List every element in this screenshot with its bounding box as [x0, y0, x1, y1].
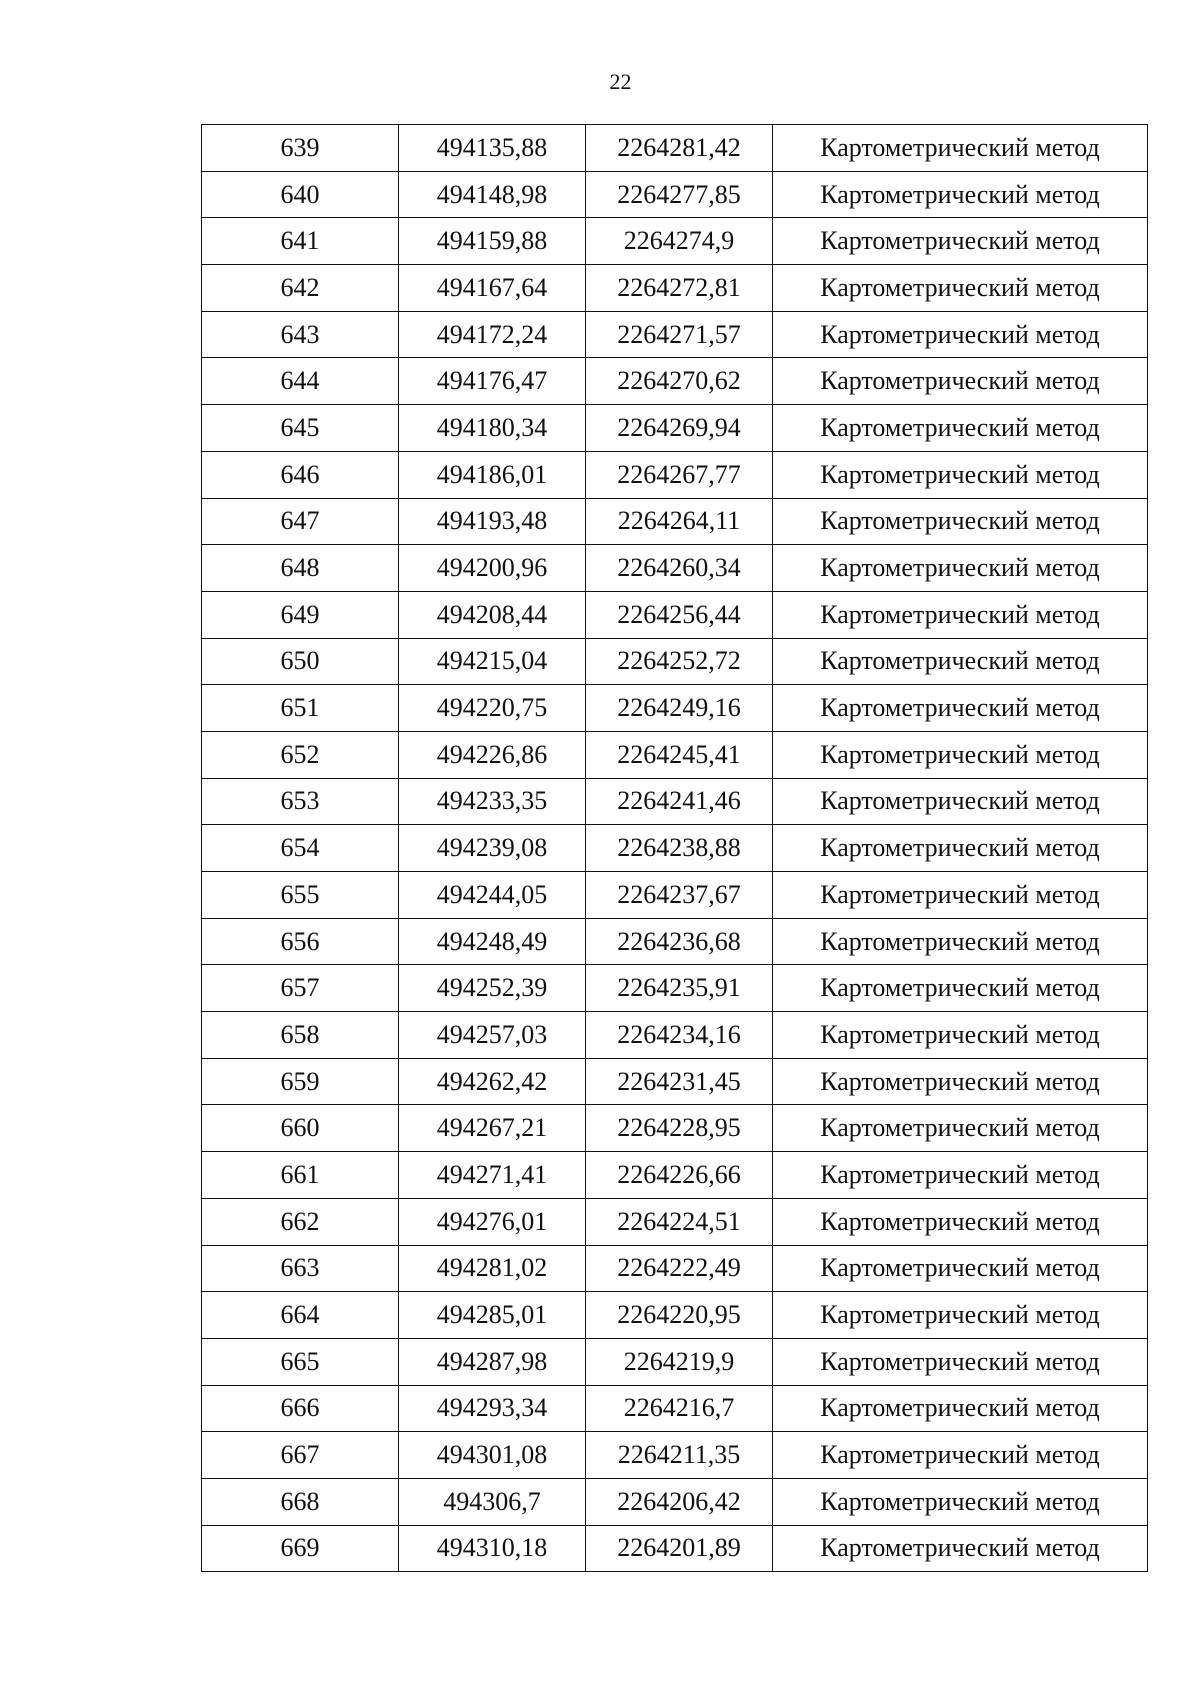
y-coordinate-cell: 2264245,41 — [586, 731, 773, 778]
method-cell: Картометрический метод — [773, 1292, 1148, 1339]
x-coordinate-cell: 494285,01 — [399, 1292, 586, 1339]
x-coordinate-cell: 494208,44 — [399, 591, 586, 638]
y-coordinate-cell: 2264277,85 — [586, 171, 773, 218]
method-cell: Картометрический метод — [773, 405, 1148, 452]
table-row — [202, 125, 1148, 172]
method-cell: Картометрический метод — [773, 638, 1148, 685]
x-coordinate-cell: 494301,08 — [399, 1432, 586, 1479]
x-coordinate-cell: 494293,34 — [399, 1385, 586, 1432]
point-number-cell: 640 — [202, 171, 399, 218]
x-coordinate-cell: 494135,88 — [399, 125, 586, 172]
x-coordinate-cell: 494257,03 — [399, 1012, 586, 1059]
method-cell: Картометрический метод — [773, 1385, 1148, 1432]
y-coordinate-cell: 2264241,46 — [586, 778, 773, 825]
table-row — [202, 405, 1148, 452]
method-cell: Картометрический метод — [773, 1058, 1148, 1105]
x-coordinate-cell: 494248,49 — [399, 918, 586, 965]
method-cell: Картометрический метод — [773, 545, 1148, 592]
y-coordinate-cell: 2264252,72 — [586, 638, 773, 685]
x-coordinate-cell: 494167,64 — [399, 265, 586, 312]
table-row — [202, 778, 1148, 825]
method-cell: Картометрический метод — [773, 1338, 1148, 1385]
x-coordinate-cell: 494215,04 — [399, 638, 586, 685]
point-number-cell: 665 — [202, 1338, 399, 1385]
table-row — [202, 731, 1148, 778]
table-row — [202, 545, 1148, 592]
x-coordinate-cell: 494159,88 — [399, 218, 586, 265]
point-number-cell: 657 — [202, 965, 399, 1012]
method-cell: Картометрический метод — [773, 358, 1148, 405]
point-number-cell: 654 — [202, 825, 399, 872]
point-number-cell: 669 — [202, 1525, 399, 1572]
point-number-cell: 660 — [202, 1105, 399, 1152]
point-number-cell: 643 — [202, 311, 399, 358]
y-coordinate-cell: 2264222,49 — [586, 1245, 773, 1292]
x-coordinate-cell: 494262,42 — [399, 1058, 586, 1105]
point-number-cell: 650 — [202, 638, 399, 685]
point-number-cell: 648 — [202, 545, 399, 592]
method-cell: Картометрический метод — [773, 825, 1148, 872]
method-cell: Картометрический метод — [773, 218, 1148, 265]
y-coordinate-cell: 2264231,45 — [586, 1058, 773, 1105]
x-coordinate-cell: 494172,24 — [399, 311, 586, 358]
point-number-cell: 641 — [202, 218, 399, 265]
point-number-cell: 652 — [202, 731, 399, 778]
method-cell: Картометрический метод — [773, 125, 1148, 172]
table-row — [202, 1292, 1148, 1339]
method-cell: Картометрический метод — [773, 731, 1148, 778]
point-number-cell: 661 — [202, 1152, 399, 1199]
point-number-cell: 649 — [202, 591, 399, 638]
y-coordinate-cell: 2264238,88 — [586, 825, 773, 872]
table-row — [202, 1385, 1148, 1432]
method-cell: Картометрический метод — [773, 1245, 1148, 1292]
y-coordinate-cell: 2264264,11 — [586, 498, 773, 545]
point-number-cell: 645 — [202, 405, 399, 452]
method-cell: Картометрический метод — [773, 1478, 1148, 1525]
table-row — [202, 311, 1148, 358]
y-coordinate-cell: 2264228,95 — [586, 1105, 773, 1152]
table-row — [202, 171, 1148, 218]
y-coordinate-cell: 2264256,44 — [586, 591, 773, 638]
table-row — [202, 685, 1148, 732]
table-row — [202, 965, 1148, 1012]
y-coordinate-cell: 2264281,42 — [586, 125, 773, 172]
table-row — [202, 638, 1148, 685]
method-cell: Картометрический метод — [773, 1105, 1148, 1152]
x-coordinate-cell: 494276,01 — [399, 1198, 586, 1245]
point-number-cell: 666 — [202, 1385, 399, 1432]
method-cell: Картометрический метод — [773, 1152, 1148, 1199]
point-number-cell: 639 — [202, 125, 399, 172]
method-cell: Картометрический метод — [773, 311, 1148, 358]
table-row — [202, 1058, 1148, 1105]
point-number-cell: 647 — [202, 498, 399, 545]
x-coordinate-cell: 494148,98 — [399, 171, 586, 218]
table-row — [202, 498, 1148, 545]
table-row — [202, 1198, 1148, 1245]
point-number-cell: 659 — [202, 1058, 399, 1105]
table-row — [202, 1525, 1148, 1572]
y-coordinate-cell: 2264270,62 — [586, 358, 773, 405]
y-coordinate-cell: 2264249,16 — [586, 685, 773, 732]
y-coordinate-cell: 2264272,81 — [586, 265, 773, 312]
method-cell: Картометрический метод — [773, 1198, 1148, 1245]
table-row — [202, 1012, 1148, 1059]
y-coordinate-cell: 2264220,95 — [586, 1292, 773, 1339]
y-coordinate-cell: 2264260,34 — [586, 545, 773, 592]
method-cell: Картометрический метод — [773, 1432, 1148, 1479]
x-coordinate-cell: 494267,21 — [399, 1105, 586, 1152]
table-row — [202, 1478, 1148, 1525]
y-coordinate-cell: 2264211,35 — [586, 1432, 773, 1479]
table-row — [202, 265, 1148, 312]
y-coordinate-cell: 2264235,91 — [586, 965, 773, 1012]
x-coordinate-cell: 494281,02 — [399, 1245, 586, 1292]
table-row — [202, 872, 1148, 919]
table-row — [202, 1245, 1148, 1292]
table-row — [202, 451, 1148, 498]
table-row — [202, 1152, 1148, 1199]
y-coordinate-cell: 2264226,66 — [586, 1152, 773, 1199]
x-coordinate-cell: 494226,86 — [399, 731, 586, 778]
y-coordinate-cell: 2264237,67 — [586, 872, 773, 919]
x-coordinate-cell: 494233,35 — [399, 778, 586, 825]
point-number-cell: 664 — [202, 1292, 399, 1339]
table-row — [202, 1338, 1148, 1385]
point-number-cell: 656 — [202, 918, 399, 965]
method-cell: Картометрический метод — [773, 685, 1148, 732]
coordinates-table — [201, 124, 1148, 1572]
point-number-cell: 667 — [202, 1432, 399, 1479]
y-coordinate-cell: 2264269,94 — [586, 405, 773, 452]
point-number-cell: 658 — [202, 1012, 399, 1059]
x-coordinate-cell: 494252,39 — [399, 965, 586, 1012]
method-cell: Картометрический метод — [773, 498, 1148, 545]
page-number: 22 — [609, 69, 632, 94]
y-coordinate-cell: 2264271,57 — [586, 311, 773, 358]
method-cell: Картометрический метод — [773, 591, 1148, 638]
y-coordinate-cell: 2264274,9 — [586, 218, 773, 265]
method-cell: Картометрический метод — [773, 451, 1148, 498]
x-coordinate-cell: 494310,18 — [399, 1525, 586, 1572]
method-cell: Картометрический метод — [773, 965, 1148, 1012]
y-coordinate-cell: 2264216,7 — [586, 1385, 773, 1432]
table-row — [202, 591, 1148, 638]
method-cell: Картометрический метод — [773, 778, 1148, 825]
table-row — [202, 825, 1148, 872]
y-coordinate-cell: 2264206,42 — [586, 1478, 773, 1525]
x-coordinate-cell: 494306,7 — [399, 1478, 586, 1525]
method-cell: Картометрический метод — [773, 265, 1148, 312]
x-coordinate-cell: 494271,41 — [399, 1152, 586, 1199]
table-row — [202, 1432, 1148, 1479]
point-number-cell: 668 — [202, 1478, 399, 1525]
x-coordinate-cell: 494239,08 — [399, 825, 586, 872]
x-coordinate-cell: 494244,05 — [399, 872, 586, 919]
point-number-cell: 662 — [202, 1198, 399, 1245]
coordinates-table-body — [202, 125, 1148, 1572]
point-number-cell: 642 — [202, 265, 399, 312]
method-cell: Картометрический метод — [773, 872, 1148, 919]
point-number-cell: 653 — [202, 778, 399, 825]
method-cell: Картометрический метод — [773, 1012, 1148, 1059]
y-coordinate-cell: 2264267,77 — [586, 451, 773, 498]
y-coordinate-cell: 2264224,51 — [586, 1198, 773, 1245]
x-coordinate-cell: 494176,47 — [399, 358, 586, 405]
table-row — [202, 218, 1148, 265]
y-coordinate-cell: 2264234,16 — [586, 1012, 773, 1059]
point-number-cell: 655 — [202, 872, 399, 919]
point-number-cell: 646 — [202, 451, 399, 498]
point-number-cell: 663 — [202, 1245, 399, 1292]
x-coordinate-cell: 494220,75 — [399, 685, 586, 732]
y-coordinate-cell: 2264219,9 — [586, 1338, 773, 1385]
x-coordinate-cell: 494180,34 — [399, 405, 586, 452]
point-number-cell: 651 — [202, 685, 399, 732]
x-coordinate-cell: 494200,96 — [399, 545, 586, 592]
point-number-cell: 644 — [202, 358, 399, 405]
x-coordinate-cell: 494193,48 — [399, 498, 586, 545]
table-row — [202, 918, 1148, 965]
table-row — [202, 1105, 1148, 1152]
y-coordinate-cell: 2264236,68 — [586, 918, 773, 965]
table-row — [202, 358, 1148, 405]
x-coordinate-cell: 494287,98 — [399, 1338, 586, 1385]
method-cell: Картометрический метод — [773, 918, 1148, 965]
method-cell: Картометрический метод — [773, 1525, 1148, 1572]
method-cell: Картометрический метод — [773, 171, 1148, 218]
x-coordinate-cell: 494186,01 — [399, 451, 586, 498]
y-coordinate-cell: 2264201,89 — [586, 1525, 773, 1572]
